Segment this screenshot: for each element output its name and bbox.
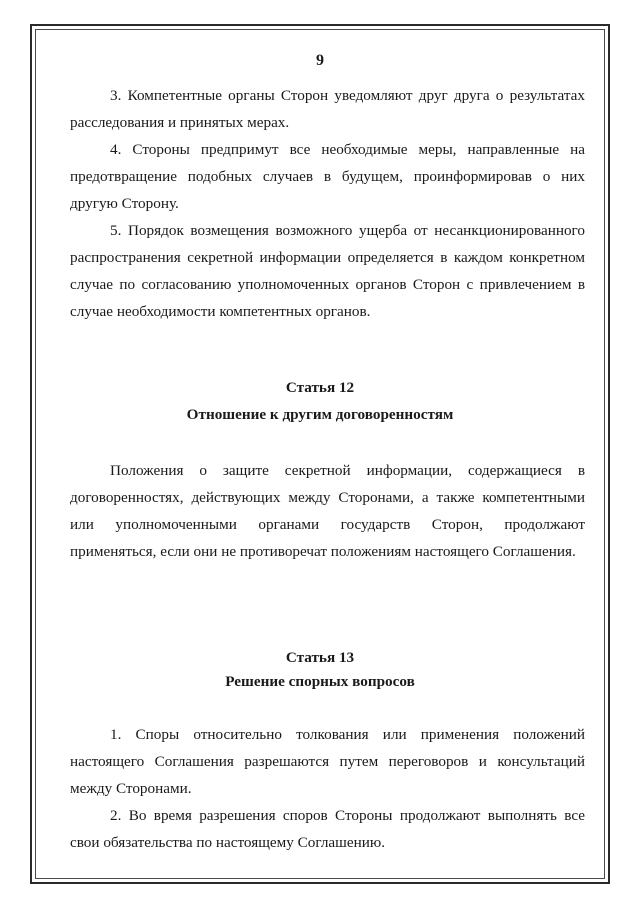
paragraph-item-3: 3. Компетентные органы Сторон уведомляют друг друга о результатах расследования и принятых мерах.: [70, 87, 585, 131]
article-13-item-2: 2. Во время разрешения споров Стороны продолжают выполнять все свои обязательства по настоящему Соглашению.: [70, 807, 585, 851]
paragraph-item-5: 5. Порядок возмещения возможного ущерба от несанкционированного распространения секретной информации определяется в каждом конкретном случае по согласованию уполномоченных органов Сторон с привлечением в случае необходимости компетентных органов.: [70, 222, 585, 320]
article-12-text: Положения о защите секретной информации, содержащиеся в договоренностях, действующих между Сторонами, а также компетентными или уполномоченными органами государств Сторон, продолжают применяться, если они не противоречат положениям настоящего Соглашения.: [70, 462, 585, 560]
paragraph-item-4: 4. Стороны предпримут все необходимые меры, направленные на предотвращение подобных случаев в будущем, проинформировав о них другую Сторону.: [70, 141, 585, 212]
page-number: 9: [316, 52, 324, 69]
article-12-subtitle: Отношение к другим договоренностям: [186, 406, 454, 423]
article-12-title: Статья 12: [285, 379, 355, 396]
article-13-title: Статья 13: [285, 649, 355, 666]
article-13-subtitle: Решение спорных вопросов: [225, 673, 415, 690]
article-13-item-1: 1. Споры относительно толкования или применения положений настоящего Соглашения разрешаются путем переговоров и консультаций между Сторонами.: [70, 726, 585, 797]
